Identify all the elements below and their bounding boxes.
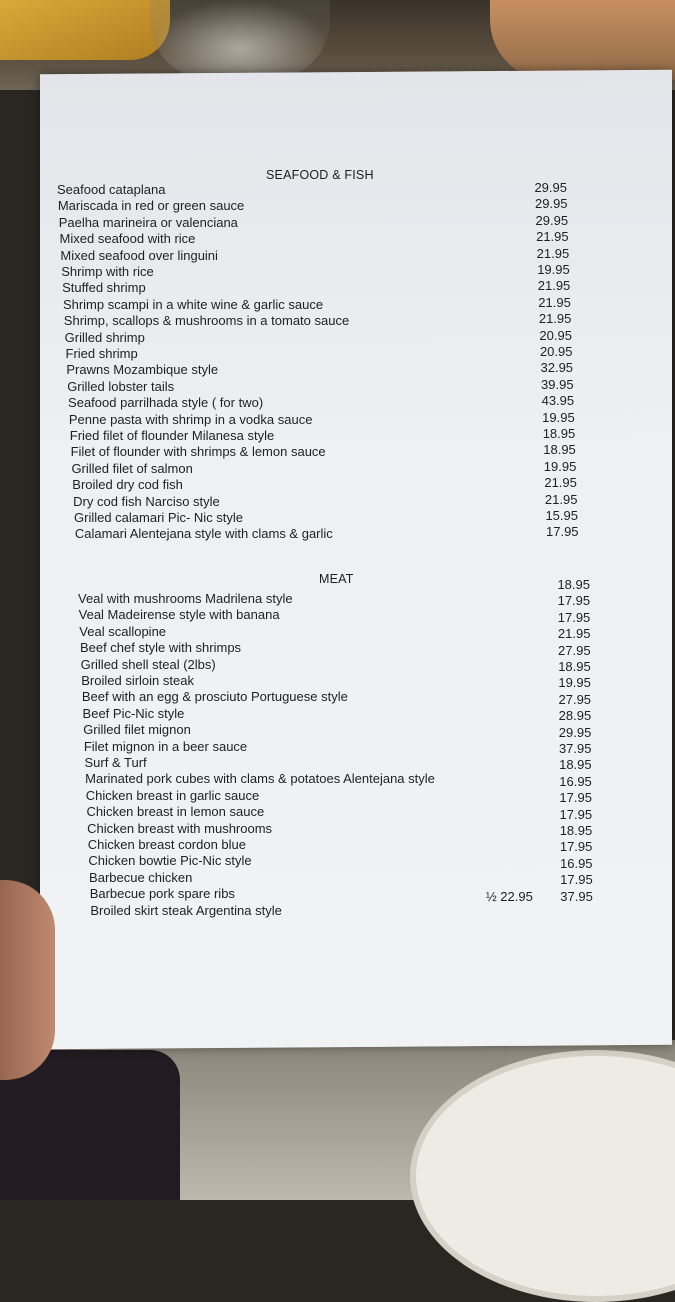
menu-item-price: 19.95 [543, 458, 577, 474]
menu-item-name: Chicken bowtie Pic-Nic style [88, 853, 252, 869]
menu-item-price: 18.95 [542, 426, 576, 441]
menu-item-price: 16.95 [559, 773, 592, 789]
menu-item-name: Veal Madeirense style with banana [78, 607, 280, 623]
menu-item-name: Filet of flounder with shrimps & lemon sauce [70, 444, 326, 460]
menu-item-price: 17.95 [559, 790, 592, 806]
seafood-section-title: SEAFOOD & FISH [266, 168, 374, 182]
menu-item-name: Prawns Mozambique style [66, 362, 219, 378]
menu-item-name: Veal with mushrooms Madrilena style [78, 591, 293, 606]
menu-item-price: 18.95 [543, 442, 576, 458]
menu-item-price: 20.95 [539, 344, 573, 359]
menu-item-price: 21.95 [536, 229, 569, 245]
menu-item-name: Chicken breast in lemon sauce [86, 804, 265, 820]
menu-item-price: 28.95 [558, 708, 592, 724]
menu-item-name: Shrimp scampi in a white wine & garlic sauce [62, 296, 324, 312]
menu-item-price: 21.95 [536, 245, 570, 261]
menu-item-price: 29.95 [558, 724, 592, 740]
menu-item-name: Fried filet of flounder Milanesa style [69, 428, 275, 443]
menu-item-price: 32.95 [540, 360, 574, 376]
menu-item-name: Mixed seafood over linguini [60, 247, 218, 263]
menu-item-name: Broiled sirloin steak [81, 673, 194, 688]
menu-item-price: 29.95 [535, 196, 568, 212]
menu-item-price: 15.95 [545, 508, 578, 523]
menu-item-price: 19.95 [537, 262, 570, 277]
menu-item-name: Grilled shrimp [64, 329, 145, 345]
menu-item-price: 21.95 [544, 475, 577, 491]
menu-item-name: Beef with an egg & prosciuto Portuguese style [81, 689, 348, 705]
menu-item-name: Filet mignon in a beer sauce [83, 738, 248, 754]
menu-item-price: 29.95 [535, 212, 569, 228]
menu-item-price: 37.95 [560, 888, 593, 904]
menu-item-price: 19.95 [558, 675, 591, 691]
menu-item-name: Chicken breast in garlic sauce [85, 787, 260, 803]
menu-item-name: Grilled shell steal (2lbs) [80, 656, 216, 672]
menu-item-name: Beef chef style with shrimps [79, 640, 242, 656]
menu-item-price: 17.95 [559, 839, 593, 855]
menu-item-name: Penne pasta with shrimp in a vodka sauce [68, 411, 313, 427]
menu-item-name: Chicken breast with mushrooms [87, 820, 273, 836]
menu-item-price: 17.95 [560, 872, 593, 888]
menu-item-price: 27.95 [558, 642, 591, 658]
menu-item-price: 19.95 [542, 409, 575, 425]
menu-item-price: 18.95 [559, 823, 593, 838]
menu-item-price: 16.95 [560, 855, 593, 871]
menu-item-name: Barbecue chicken [89, 869, 193, 885]
menu-item-price: 21.95 [557, 626, 591, 642]
menu-item-name: Surf & Turf [84, 755, 147, 770]
meat-section-title: MEAT [319, 572, 354, 586]
menu-item-price: 21.95 [544, 491, 578, 507]
menu-item-name: Grilled calamari Pic- Nic style [74, 510, 244, 525]
menu-item-name: Chicken breast cordon blue [87, 837, 247, 852]
menu-item-name: Stuffed shrimp [62, 280, 146, 296]
menu-item-name: Calamari Alentejana style with clams & garlic [74, 526, 333, 542]
menu-item-price: 21.95 [537, 278, 571, 294]
menu-item-price: 27.95 [558, 691, 592, 707]
menu-item-half-price: ½ 22.95 [485, 888, 533, 904]
menu-item-name: Grilled filet of salmon [71, 460, 193, 476]
menu-item-name: Paelha marineira or valenciana [58, 214, 238, 230]
menu-item-price: 17.95 [546, 524, 579, 540]
menu-item-name: Marinated pork cubes with clams & potatoes Alentejana style [85, 771, 435, 787]
menu-item-price: 39.95 [541, 376, 574, 392]
menu-item-name: Grilled filet mignon [83, 722, 191, 738]
menu-item-price: 18.95 [559, 757, 592, 773]
menu-item-name: Shrimp with rice [61, 264, 154, 279]
menu-item-name: Broiled skirt steak Argentina style [90, 902, 282, 918]
menu-item-price: 21.95 [538, 294, 571, 310]
menu-item-name: Seafood parrilhada style ( for two) [68, 395, 264, 411]
menu-item-name: Beef Pic-Nic style [82, 705, 185, 721]
menu-item-name: Barbecue pork spare ribs [89, 886, 235, 902]
menu-item-price: 18.95 [557, 577, 590, 592]
menu-item-price: 17.95 [557, 593, 591, 609]
menu-item-price: 21.95 [538, 311, 572, 327]
menu-item-name: Veal scallopine [79, 623, 167, 639]
menu-item-price: 20.95 [539, 327, 572, 343]
menu-item-price: 37.95 [558, 741, 592, 756]
menu-item-price: 17.95 [559, 806, 593, 822]
menu-item-name: Broiled dry cod fish [72, 477, 183, 493]
menu-item-name: Mariscada in red or green sauce [57, 198, 245, 214]
menu-item-name: Dry cod fish Narciso style [73, 493, 220, 509]
menu-item-price: 18.95 [558, 659, 591, 674]
menu-item-price: 29.95 [534, 180, 567, 195]
menu-item-name: Seafood cataplana [57, 182, 166, 197]
menu-item-name: Fried shrimp [65, 346, 138, 361]
menu-item-name: Shrimp, scallops & mushrooms in a tomato sauce [63, 313, 350, 329]
menu-item-name: Mixed seafood with rice [59, 231, 196, 247]
menu-item-price: 17.95 [557, 609, 591, 625]
menu-item-price: 43.95 [541, 393, 575, 409]
menu-item-name: Grilled lobster tails [67, 378, 175, 394]
